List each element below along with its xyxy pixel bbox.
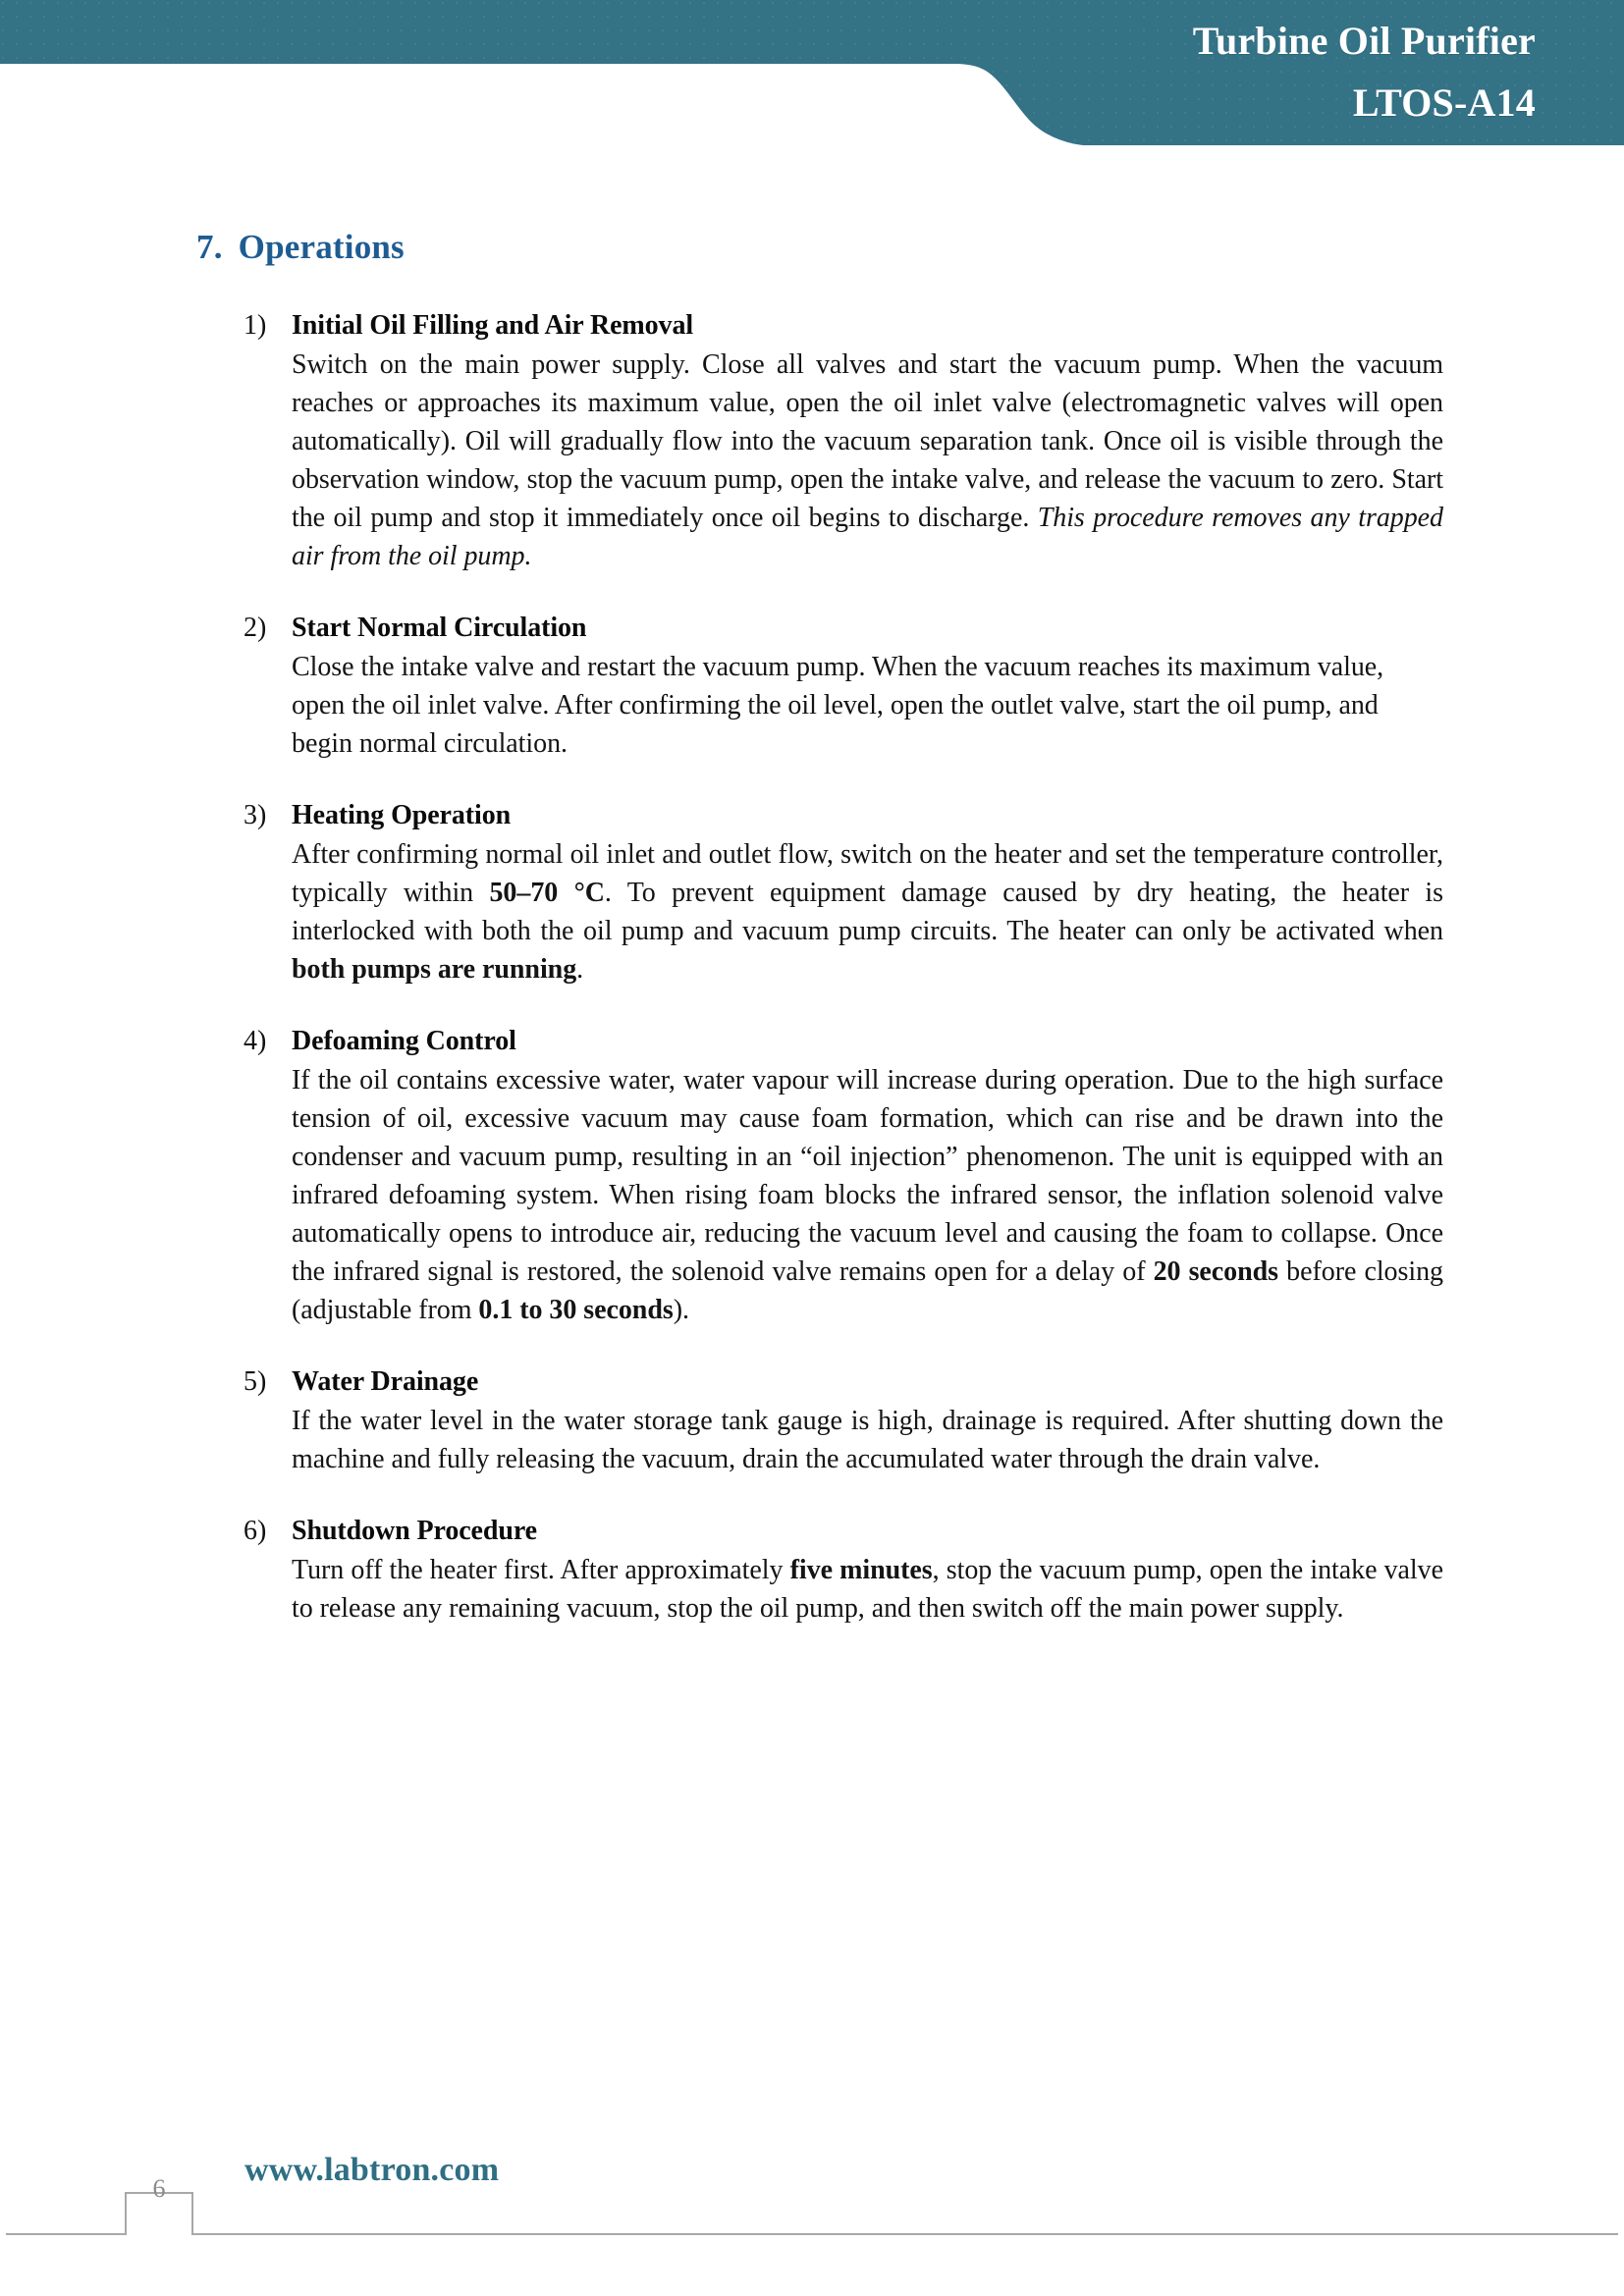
list-item-title: Shutdown Procedure xyxy=(292,1516,537,1546)
page-number: 6 xyxy=(152,2174,166,2203)
list-item-marker: 2) xyxy=(244,613,267,643)
list-item-body-text: . xyxy=(576,954,584,985)
list-item-marker: 4) xyxy=(244,1026,267,1056)
list-item-body: Close the intake valve and restart the vacuum pump. When the vacuum reaches its maximum value, open the oil inlet valve. After confirming the oil level, open the outlet valve, start the oil pump, and begin normal circulation. xyxy=(292,652,1384,759)
list-item-title: Heating Operation xyxy=(292,800,512,830)
list-item-body-text: . To prevent equipment damage caused by dry heating, the heater is interlocked with both the oil pump and vacuum pump circuits. The heater can only be activated when xyxy=(292,878,1443,946)
list-item-marker: 6) xyxy=(244,1516,267,1546)
list-item-body xyxy=(292,835,1443,988)
list-item-emphasis-delay: 20 seconds xyxy=(1153,1256,1279,1287)
list-item xyxy=(244,1512,1443,1628)
section-number: 7. xyxy=(196,228,223,266)
list-item xyxy=(244,1362,1443,1478)
list-item xyxy=(244,306,1443,575)
list-item-emphasis-temperature: 50–70 °C xyxy=(489,878,605,908)
list-item-marker: 1) xyxy=(244,310,267,341)
list-item-title: Water Drainage xyxy=(292,1366,479,1397)
header-title-block xyxy=(1193,18,1536,126)
list-item-marker: 5) xyxy=(244,1366,267,1397)
section-title: Operations xyxy=(238,228,405,266)
list-item xyxy=(244,609,1443,763)
list-item-title: Start Normal Circulation xyxy=(292,613,587,643)
list-item-body-note: This procedure removes any trapped air from the oil pump. xyxy=(292,503,1443,571)
list-item-body-text: Switch on the main power supply. Close all valves and start the vacuum pump. When the vacuum reaches or approaches its maximum value, open the oil inlet valve (electromagnetic valves will open automatically). Oil will gradually flow into the vacuum separation tank. Once oil is visible through the observation window, stop the vacuum pump, open the intake valve, and release the vacuum to zero. Start the oil pump and stop it immediately once oil begins to discharge. xyxy=(292,349,1443,533)
list-item-body-text: , stop the vacuum pump, open the intake valve to release any remaining vacuum, stop the oil pump, and then switch off the main power supply. xyxy=(292,1555,1443,1624)
list-item-body-text: After confirming normal oil inlet and outlet flow, switch on the heater and set the temperature controller, typically within xyxy=(292,839,1443,908)
list-item-body-text: Turn off the heater first. After approximately xyxy=(292,1555,790,1585)
list-item-body xyxy=(292,346,1443,575)
list-item-emphasis-range: 0.1 to 30 seconds xyxy=(478,1295,674,1325)
list-item-body-text: before closing (adjustable from xyxy=(292,1256,1443,1325)
header-product-title: Turbine Oil Purifier xyxy=(1192,19,1536,63)
list-item-body: If the water level in the water storage tank gauge is high, drainage is required. After shutting down the machine and fully releasing the vacuum, drain the accumulated water through the drain valve. xyxy=(292,1406,1443,1474)
list-item-title: Defoaming Control xyxy=(292,1026,516,1056)
footer-website-link[interactable]: www.labtron.com xyxy=(244,2152,500,2188)
list-item-marker: 3) xyxy=(244,800,267,830)
list-item-body xyxy=(292,1061,1443,1329)
list-item-body-text: If the oil contains excessive water, water vapour will increase during operation. Due to the high surface tension of oil, excessive vacuum may cause foam formation, which can rise and be drawn into the condenser and vacuum pump, resulting in an “oil injection” phenomenon. The unit is equipped with an infrared defoaming system. When rising foam blocks the infrared sensor, the inflation solenoid valve automatically opens to introduce air, reducing the vacuum level and causing the foam to collapse. Once the infrared signal is restored, the solenoid valve remains open for a delay of xyxy=(292,1065,1443,1287)
list-item-title: Initial Oil Filling and Air Removal xyxy=(292,310,694,341)
list-item xyxy=(244,796,1443,988)
list-item-emphasis-pumps: both pumps are running xyxy=(292,954,577,985)
header-model-number: LTOS-A14 xyxy=(1352,80,1536,126)
list-item-body xyxy=(292,1551,1443,1628)
list-item-emphasis-duration: five minutes xyxy=(789,1555,933,1585)
list-item xyxy=(244,1022,1443,1329)
list-item-body-text: ). xyxy=(673,1295,689,1325)
page-title xyxy=(196,228,405,267)
operations-list xyxy=(244,306,1443,1661)
